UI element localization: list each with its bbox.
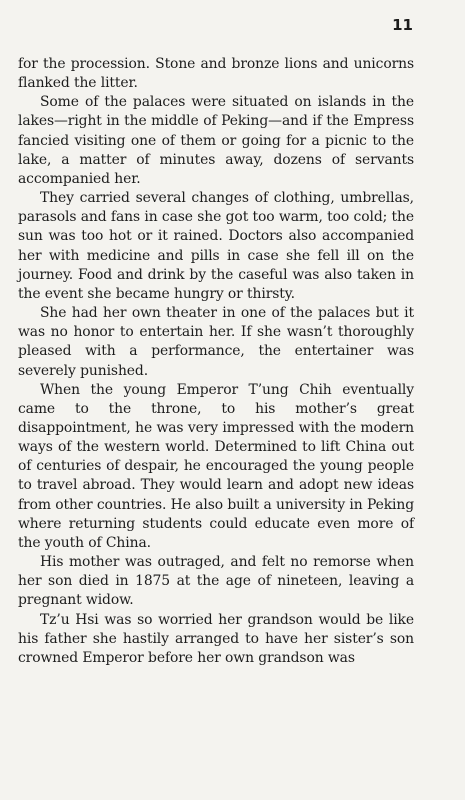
paragraph-6: His mother was outraged, and felt no remorse when her son died in 1875 at the age of nineteen, leaving a pregnant widow. — [18, 554, 414, 609]
paragraph-4: She had her own theater in one of the palaces but it was no honor to entertain her. If she wasn’t thoroughly pleased with a performance, the entertainer was severely punished. — [18, 305, 414, 379]
paragraph-5: When the young Emperor T’ung Chih eventually came to the throne, to his mother’s great disappointment, he was very impressed with the modern ways of the western world. Determined to lift China out of centuries of despair, he encouraged the young people to travel abroad. They would learn and adopt new ideas from other countries. He also built a university in Peking where returning students could educate even more of the youth of China. — [18, 381, 414, 551]
paragraph-3: They carried several changes of clothing, umbrellas, parasols and fans in case she got too warm, too cold; the sun was too hot or it rained. Doctors also accompanied her with medicine and pills in case she fell ill on the journey. Food and drink by the caseful was also taken in the event she became hungry or thirsty. — [18, 190, 414, 302]
page-number: 11 — [392, 16, 413, 34]
paragraph-2: Some of the palaces were situated on islands in the lakes—right in the middle of Peking—and if the Empress fancied visiting one of them or going for a picnic to the lake, a matter of minutes away, dozens of servants accompanied her. — [18, 94, 414, 187]
body-text — [18, 55, 414, 668]
paragraph-7: Tz’u Hsi was so worried her grandson would be like his father she hastily arranged to have her sister’s son crowned Emperor before her own grandson was — [18, 611, 414, 666]
paragraph-1: for the procession. Stone and bronze lions and unicorns flanked the litter. — [18, 56, 414, 92]
